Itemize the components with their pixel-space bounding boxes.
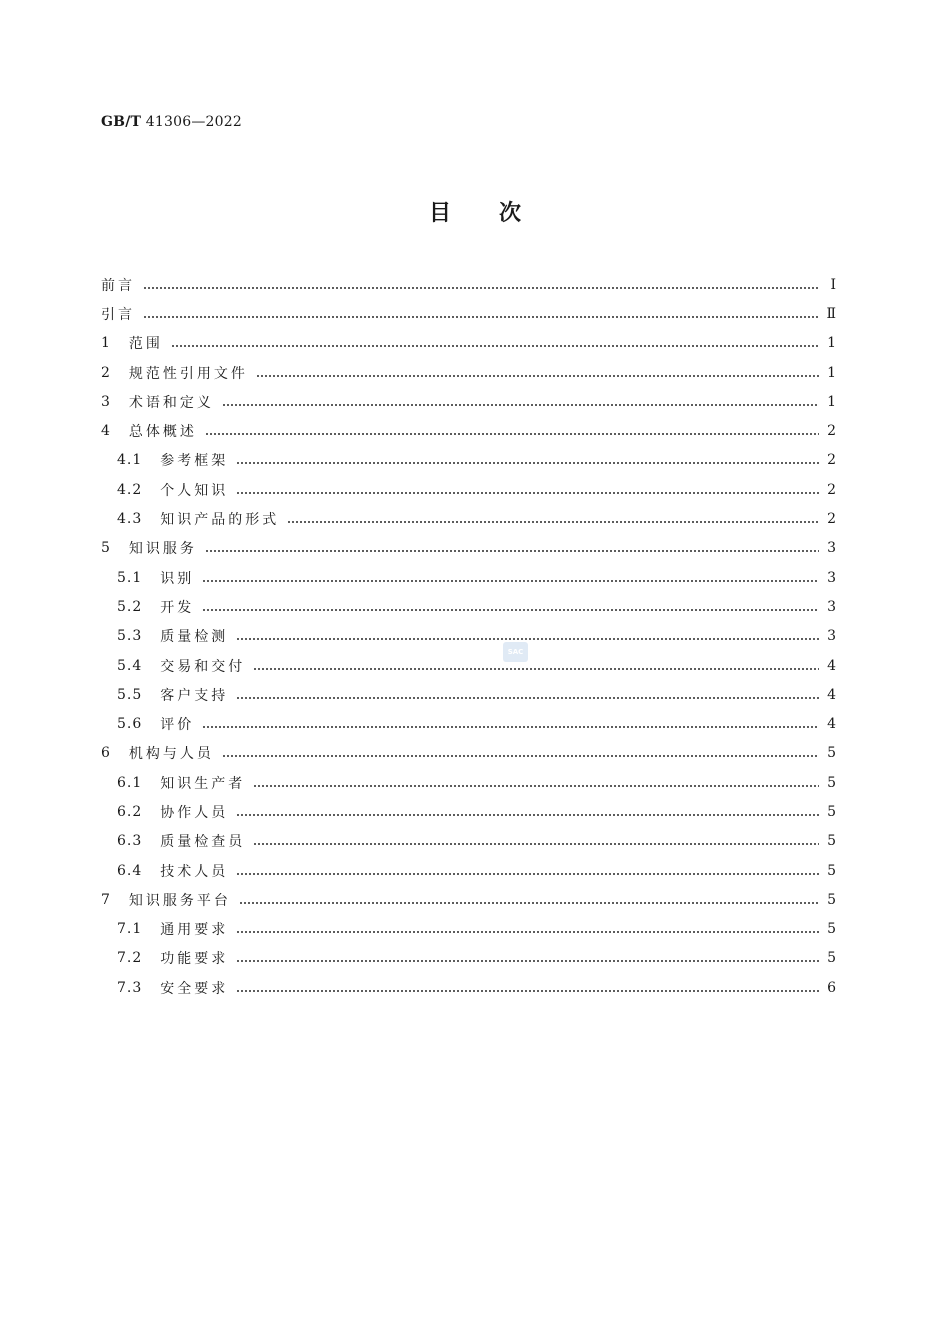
toc-entry-number: 5.2 — [117, 598, 143, 615]
toc-entry[interactable] — [101, 709, 836, 738]
toc-leader-dots — [205, 550, 819, 552]
toc-entry-number: 7.1 — [117, 921, 143, 938]
toc-leader-dots — [253, 843, 819, 845]
toc-entry-label: 开发 — [160, 599, 195, 616]
toc-entry-page: 6 — [827, 979, 836, 996]
toc-entry-label: 知识服务 — [128, 541, 197, 558]
toc-entry[interactable] — [101, 827, 836, 856]
toc-entry-page: 2 — [827, 452, 836, 469]
toc-entry[interactable] — [101, 475, 836, 504]
toc-entry[interactable] — [101, 358, 836, 387]
toc-entry[interactable] — [101, 592, 836, 621]
toc-entry-page: 2 — [827, 511, 836, 528]
toc-entry-page: 4 — [827, 716, 836, 733]
toc-entry-page: 4 — [827, 657, 836, 674]
toc-entry-label: 引言 — [101, 306, 135, 323]
toc-leader-dots — [222, 755, 819, 757]
toc-entry-label: 功能要求 — [160, 951, 229, 968]
toc-entry-page: 3 — [827, 628, 836, 645]
toc-entry-number: 4.3 — [117, 511, 143, 528]
toc-leader-dots — [236, 990, 819, 992]
toc-entry-page: 5 — [827, 833, 836, 850]
toc-entry-label: 安全要求 — [160, 980, 229, 997]
toc-entry[interactable] — [101, 387, 836, 416]
toc-entry-label: 交易和交付 — [160, 658, 246, 675]
toc-entry[interactable] — [101, 768, 836, 797]
toc-entry-page: 1 — [827, 393, 836, 410]
toc-entry[interactable] — [101, 329, 836, 358]
toc-entry-number: 5.6 — [117, 716, 143, 733]
toc-leader-dots — [171, 345, 819, 347]
toc-entry-page: 3 — [827, 598, 836, 615]
toc-leader-dots — [236, 931, 819, 933]
sac-watermark-logo: SAC — [503, 642, 528, 662]
toc-entry[interactable] — [101, 622, 836, 651]
toc-entry-number: 5.3 — [117, 628, 143, 645]
toc-entry-number: 7 — [101, 891, 111, 908]
toc-entry-number: 3 — [101, 393, 111, 410]
toc-entry[interactable] — [101, 739, 836, 768]
toc-entry-label: 前言 — [101, 277, 135, 294]
toc-entry-page: Ⅰ — [830, 276, 836, 293]
toc-entry-page: 5 — [827, 950, 836, 967]
toc-leader-dots — [236, 873, 819, 875]
toc-leader-dots — [222, 404, 819, 406]
toc-entry-label: 通用要求 — [160, 922, 229, 939]
standard-prefix: GB/T — [101, 114, 142, 130]
toc-entry-page: 5 — [827, 921, 836, 938]
toc-entry-number: 7.2 — [117, 950, 143, 967]
toc-entry-number: 6.4 — [117, 862, 143, 879]
toc-leader-dots — [236, 697, 819, 699]
toc-entry-page: 3 — [827, 569, 836, 586]
toc-entry-page: 5 — [827, 774, 836, 791]
toc-entry-label: 知识服务平台 — [128, 892, 231, 909]
toc-entry-label: 术语和定义 — [128, 394, 214, 411]
toc-entry-label: 个人知识 — [160, 482, 229, 499]
toc-entry-label: 技术人员 — [160, 863, 229, 880]
toc-entry-page: Ⅱ — [826, 305, 836, 322]
toc-entry-number: 6.2 — [117, 803, 143, 820]
toc-entry-page: 2 — [827, 481, 836, 498]
toc-entry-number: 2 — [101, 364, 111, 381]
toc-entry-page: 4 — [827, 686, 836, 703]
toc-entry-label: 识别 — [160, 570, 195, 587]
toc-entry[interactable] — [101, 856, 836, 885]
toc-leader-dots — [143, 287, 820, 289]
toc-entry-page: 2 — [827, 423, 836, 440]
standard-number: 41306—2022 — [145, 114, 242, 130]
toc-entry-label: 协作人员 — [160, 804, 229, 821]
toc-leader-dots — [236, 638, 819, 640]
toc-entry[interactable] — [101, 885, 836, 914]
toc-entry-page: 5 — [827, 862, 836, 879]
toc-entry-number: 4 — [101, 423, 111, 440]
toc-entry[interactable] — [101, 973, 836, 1002]
toc-entry-page: 5 — [827, 891, 836, 908]
toc-leader-dots — [205, 433, 819, 435]
toc-leader-dots — [202, 726, 819, 728]
toc-entry-page: 1 — [827, 335, 836, 352]
toc-entry[interactable] — [101, 299, 836, 328]
toc-entry-number: 6.3 — [117, 833, 143, 850]
toc-entry-number: 4.1 — [117, 452, 143, 469]
toc-entry[interactable] — [101, 270, 836, 299]
toc-entry[interactable] — [101, 446, 836, 475]
toc-entry-number: 5.5 — [117, 686, 143, 703]
toc-entry-label: 参考框架 — [160, 453, 229, 470]
toc-entry-number: 5.4 — [117, 657, 143, 674]
standard-code — [101, 114, 242, 130]
toc-entry-label: 知识产品的形式 — [160, 512, 280, 529]
toc-leader-dots — [236, 492, 819, 494]
toc-leader-dots — [239, 902, 819, 904]
toc-leader-dots — [236, 462, 819, 464]
toc-leader-dots — [287, 521, 819, 523]
toc-entry-number: 4.2 — [117, 481, 143, 498]
toc-leader-dots — [253, 668, 819, 670]
toc-entry-label: 质量检测 — [160, 629, 229, 646]
toc-entry-number: 6.1 — [117, 774, 143, 791]
toc-entry-page: 5 — [827, 803, 836, 820]
toc-leader-dots — [143, 316, 818, 318]
toc-entry-label: 机构与人员 — [128, 746, 214, 763]
table-of-contents — [101, 270, 836, 1002]
toc-leader-dots — [253, 785, 819, 787]
toc-entry[interactable] — [101, 680, 836, 709]
toc-entry[interactable] — [101, 915, 836, 944]
toc-entry[interactable] — [101, 651, 836, 680]
toc-entry[interactable] — [101, 504, 836, 533]
toc-leader-dots — [236, 960, 819, 962]
toc-entry-page: 3 — [827, 540, 836, 557]
toc-entry-label: 知识生产者 — [160, 775, 246, 792]
toc-entry[interactable] — [101, 534, 836, 563]
toc-entry[interactable] — [101, 416, 836, 445]
toc-entry-label: 范围 — [128, 336, 163, 353]
toc-leader-dots — [202, 580, 819, 582]
toc-entry[interactable] — [101, 563, 836, 592]
toc-leader-dots — [256, 375, 819, 377]
toc-entry-label: 客户支持 — [160, 687, 229, 704]
toc-entry-number: 1 — [101, 335, 111, 352]
page-title: 目次 — [428, 201, 569, 226]
toc-entry-page: 5 — [827, 745, 836, 762]
toc-leader-dots — [236, 814, 819, 816]
toc-entry-page: 1 — [827, 364, 836, 381]
toc-entry-label: 评价 — [160, 717, 195, 734]
toc-entry-number: 5.1 — [117, 569, 143, 586]
toc-entry[interactable] — [101, 944, 836, 973]
toc-entry-number: 7.3 — [117, 979, 143, 996]
toc-entry-label: 规范性引用文件 — [128, 365, 248, 382]
toc-entry[interactable] — [101, 797, 836, 826]
toc-leader-dots — [202, 609, 819, 611]
toc-entry-number: 6 — [101, 745, 111, 762]
toc-entry-number: 5 — [101, 540, 111, 557]
toc-entry-label: 总体概述 — [128, 424, 197, 441]
toc-entry-label: 质量检查员 — [160, 834, 246, 851]
